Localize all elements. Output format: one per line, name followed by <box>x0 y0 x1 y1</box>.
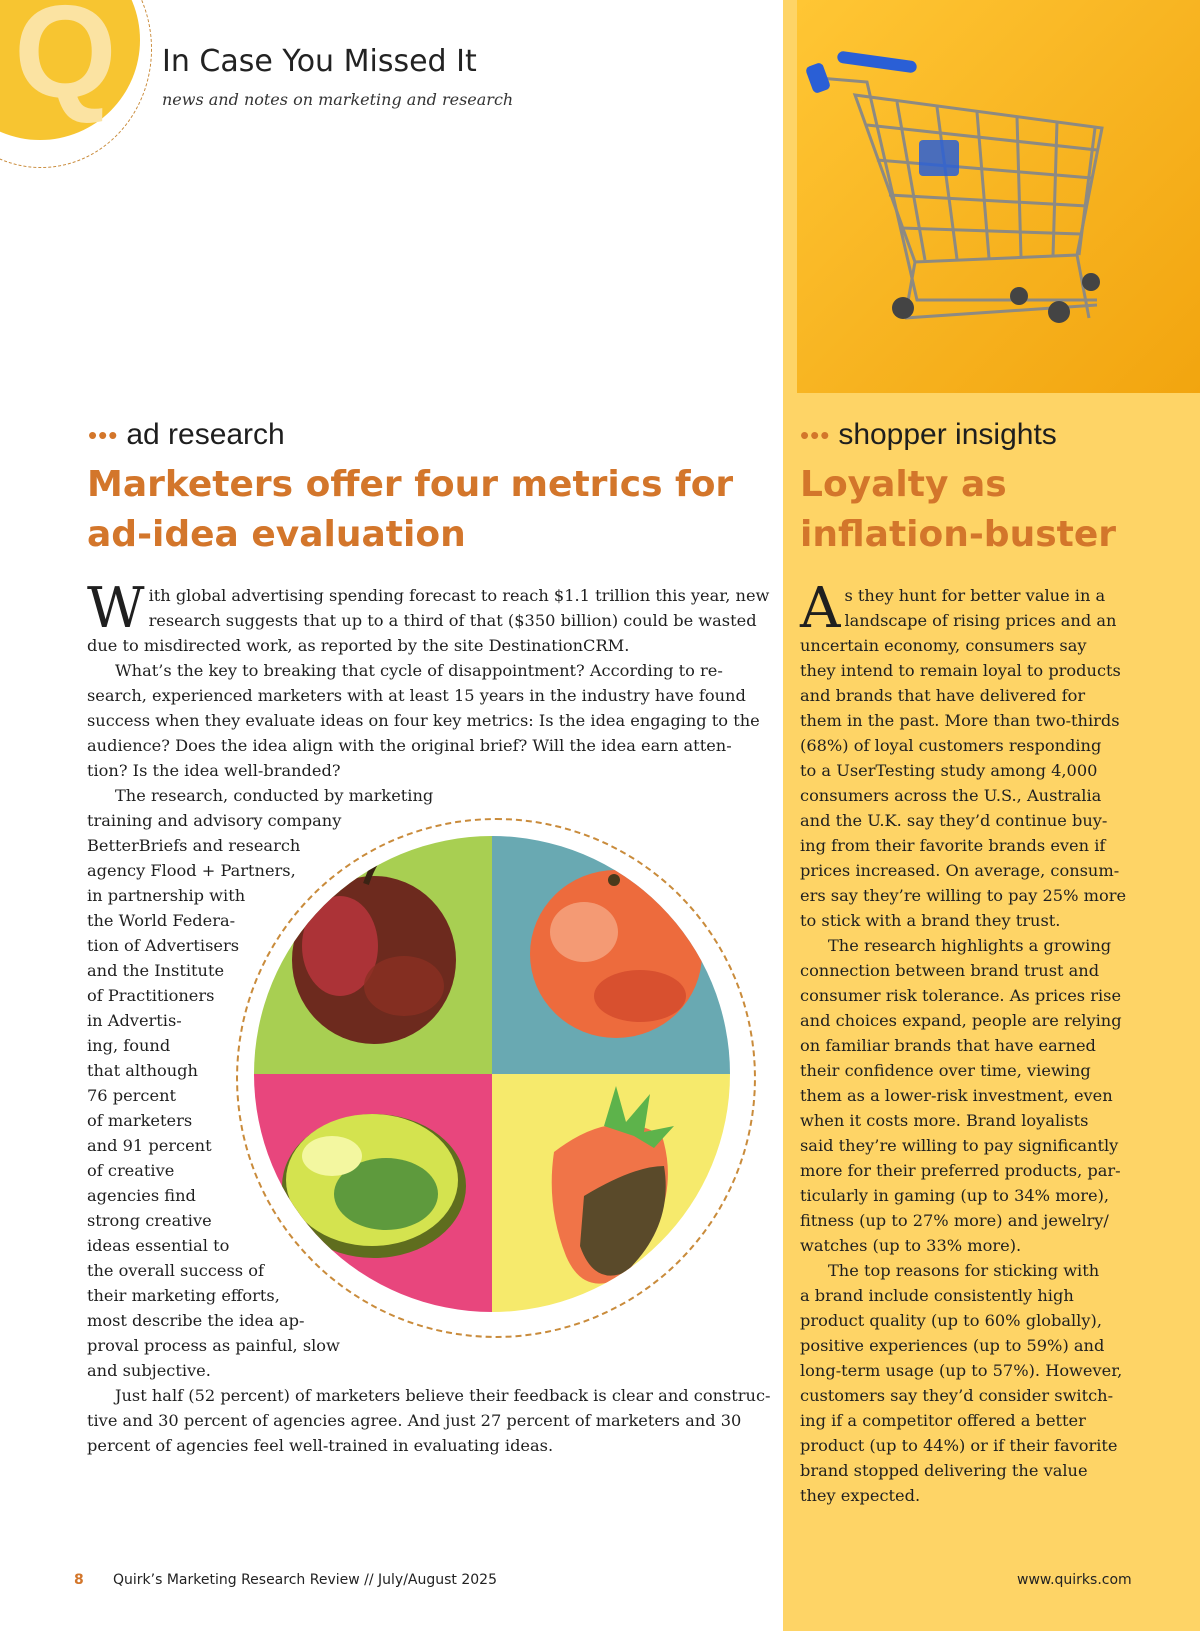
text-line: more for their preferred products, par- <box>800 1161 1121 1180</box>
text-line: consumers across the U.S., Australia <box>800 786 1102 805</box>
text-line: in partnership with <box>87 886 246 905</box>
text-line: s they hunt for better value in a <box>844 586 1106 605</box>
text-line: in Advertis- <box>87 1011 182 1030</box>
right-headline <box>800 460 1116 560</box>
text-line: and 91 percent <box>87 1136 212 1155</box>
text-line: success when they evaluate ideas on four key metrics: Is the idea engaging to the <box>87 711 760 730</box>
text-line: prices increased. On average, consum- <box>800 861 1120 880</box>
dropcap: A <box>800 576 841 641</box>
right-article-body <box>800 576 1140 1508</box>
shopping-cart-photo <box>797 0 1200 393</box>
text-line: BetterBriefs and research <box>87 836 301 855</box>
headline-line: Loyalty as <box>800 464 1007 505</box>
text-line: to stick with a brand they trust. <box>800 911 1061 930</box>
text-line: long-term usage (up to 57%). However, <box>800 1361 1123 1380</box>
text-line: (68%) of loyal customers responding <box>800 736 1102 755</box>
text-line: to a UserTesting study among 4,000 <box>800 761 1098 780</box>
kicker-dots: ••• <box>88 420 119 450</box>
fruit-illustration <box>254 836 730 1312</box>
text-line: customers say they’d consider switch- <box>800 1386 1114 1405</box>
kicker-dots: ••• <box>800 420 831 450</box>
text-line: tion of Advertisers <box>87 936 240 955</box>
text-line: them as a lower-risk investment, even <box>800 1086 1113 1105</box>
text-line: said they’re willing to pay significantly <box>800 1136 1119 1155</box>
text-line: the World Federa- <box>87 911 236 930</box>
text-line: their confidence over time, viewing <box>800 1061 1091 1080</box>
text-line: ers say they’re willing to pay 25% more <box>800 886 1127 905</box>
paragraph <box>87 1383 771 1458</box>
kicker-label: ad research <box>126 418 285 451</box>
text-line: of Practitioners <box>87 986 215 1005</box>
text-line: product (up to 44%) or if their favorite <box>800 1436 1118 1455</box>
text-line: research suggests that up to a third of that ($350 billion) could be wasted <box>148 611 757 630</box>
text-line: them in the past. More than two-thirds <box>800 711 1120 730</box>
text-line: of creative <box>87 1161 175 1180</box>
text-line: agency Flood + Partners, <box>87 861 296 880</box>
headline-line: Marketers offer four metrics for <box>87 464 734 505</box>
text-line: What’s the key to breaking that cycle of disappointment? According to re- <box>115 661 723 680</box>
text-line: and choices expand, people are relying <box>800 1011 1122 1030</box>
text-line: ticularly in gaming (up to 34% more), <box>800 1186 1110 1205</box>
text-line: percent of agencies feel well-trained in evaluating ideas. <box>87 1436 554 1455</box>
text-line: watches (up to 33% more). <box>800 1236 1022 1255</box>
left-kicker <box>88 418 285 452</box>
text-line: they intend to remain loyal to products <box>800 661 1121 680</box>
text-line: The research, conducted by marketing <box>115 786 434 805</box>
text-line: when it costs more. Brand loyalists <box>800 1111 1089 1130</box>
headline-line: inflation-buster <box>800 514 1117 555</box>
text-line: proval process as painful, slow <box>87 1336 340 1355</box>
text-line: ideas essential to <box>87 1236 230 1255</box>
text-line: ith global advertising spending forecast to reach $1.1 trillion this year, new <box>148 586 770 605</box>
text-line: they expected. <box>800 1486 921 1505</box>
text-line: consumer risk tolerance. As prices rise <box>800 986 1122 1005</box>
text-line: training and advisory company <box>87 811 342 830</box>
dropcap: W <box>87 576 145 641</box>
text-line: brand stopped delivering the value <box>800 1461 1088 1480</box>
text-line: fitness (up to 27% more) and jewelry/ <box>800 1211 1109 1230</box>
text-line: The research highlights a growing <box>828 936 1112 955</box>
text-line: Just half (52 percent) of marketers believe their feedback is clear and construc- <box>115 1386 771 1405</box>
kicker-label: shopper insights <box>838 418 1057 451</box>
text-line: uncertain economy, consumers say <box>800 636 1087 655</box>
text-line: landscape of rising prices and an <box>844 611 1117 630</box>
text-line: most describe the idea ap- <box>87 1311 305 1330</box>
text-line: The top reasons for sticking with <box>828 1261 1100 1280</box>
publication-info: Quirk’s Marketing Research Review // July/August 2025 <box>113 1572 497 1588</box>
q-badge-letter: Q <box>14 0 117 125</box>
text-line: and the U.K. say they’d continue buy- <box>800 811 1108 830</box>
text-line: audience? Does the idea align with the original brief? Will the idea earn atten- <box>87 736 732 755</box>
website-link[interactable]: www.quirks.com <box>1017 1572 1132 1588</box>
text-line: tive and 30 percent of agencies agree. And just 27 percent of marketers and 30 <box>87 1411 742 1430</box>
text-line: and subjective. <box>87 1361 211 1380</box>
text-line: connection between brand trust and <box>800 961 1100 980</box>
shopping-cart-icon <box>797 0 1200 393</box>
text-line: ing, found <box>87 1036 171 1055</box>
page-number: 8 <box>74 1572 84 1588</box>
text-line: a brand include consistently high <box>800 1286 1074 1305</box>
text-line: product quality (up to 60% globally), <box>800 1311 1102 1330</box>
text-line: tion? Is the idea well-branded? <box>87 761 341 780</box>
text-line: ing from their favorite brands even if <box>800 836 1106 855</box>
text-line: positive experiences (up to 59%) and <box>800 1336 1105 1355</box>
paragraph <box>87 658 767 783</box>
text-line: of marketers <box>87 1111 193 1130</box>
section-subtitle: news and notes on marketing and research <box>162 90 514 109</box>
right-kicker <box>800 418 1057 452</box>
text-line: the overall success of <box>87 1261 264 1280</box>
text-line: and brands that have delivered for <box>800 686 1086 705</box>
text-line: their marketing efforts, <box>87 1286 280 1305</box>
left-headline <box>87 460 733 560</box>
section-title: In Case You Missed It <box>162 44 477 79</box>
text-line: agencies find <box>87 1186 196 1205</box>
text-line: on familiar brands that have earned <box>800 1036 1096 1055</box>
text-line: that although <box>87 1061 198 1080</box>
text-line: due to misdirected work, as reported by the site DestinationCRM. <box>87 636 630 655</box>
text-line: ing if a competitor offered a better <box>800 1411 1086 1430</box>
paragraph <box>800 576 1140 1508</box>
text-line: 76 percent <box>87 1086 176 1105</box>
text-line: and the Institute <box>87 961 225 980</box>
text-line: strong creative <box>87 1211 212 1230</box>
paragraph <box>87 576 770 658</box>
headline-line: ad-idea evaluation <box>87 514 466 555</box>
text-line: search, experienced marketers with at least 15 years in the industry have found <box>87 686 746 705</box>
